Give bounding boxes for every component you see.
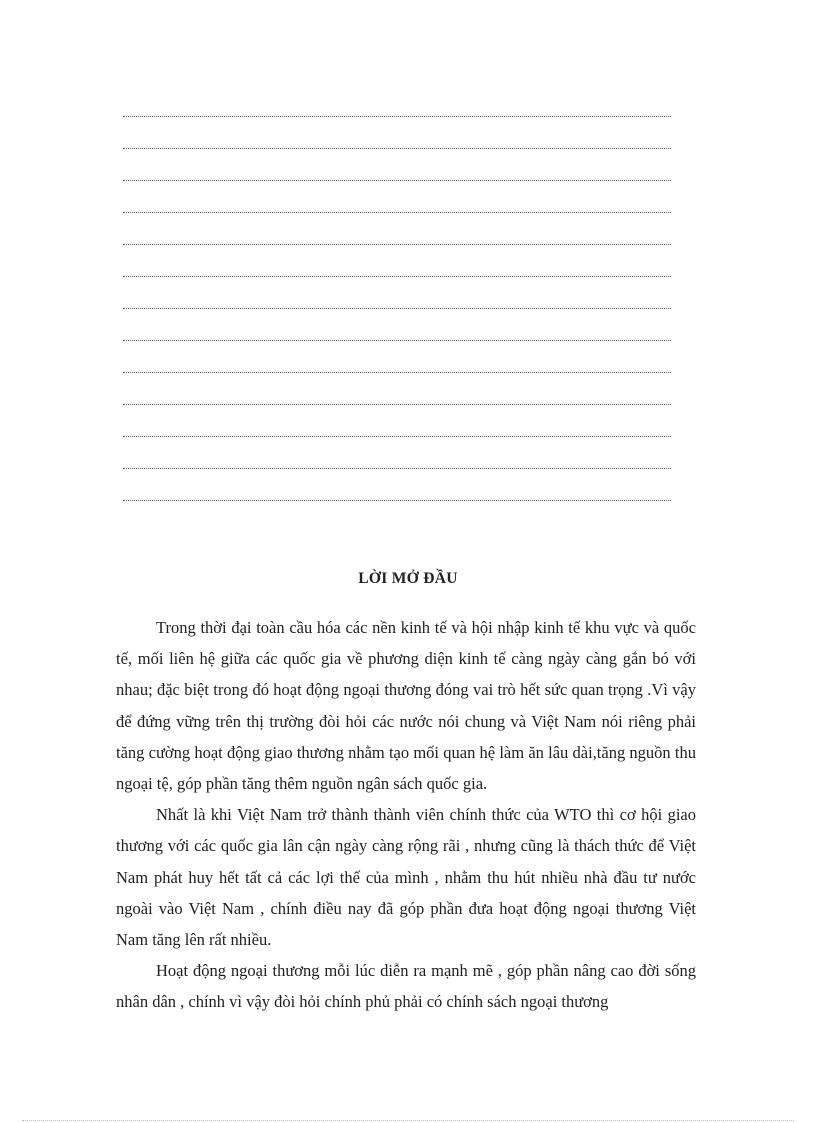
dotted-line-block	[123, 108, 671, 524]
paragraph-2: Nhất là khi Việt Nam trở thành thành viên chính thức của WTO thì cơ hội giao thương với các quốc gia lân cận ngày càng rộng rãi , nhưng cũng là thách thức để Việt Nam phát huy hết tất cả các lợi thế của mình , nhằm thu hút nhiều nhà đầu tư nước ngoài vào Việt Nam , chính điều nay đã góp phần đưa hoạt động ngoại thương Việt Nam tăng lên rất nhiều.	[116, 805, 696, 950]
section-heading: LỜI MỞ ĐẦU	[358, 570, 458, 587]
dotted-line	[123, 428, 671, 460]
dotted-line	[123, 140, 671, 172]
dotted-line	[123, 332, 671, 364]
body-text	[116, 612, 696, 1018]
dotted-line	[123, 236, 671, 268]
paragraph-3: Hoạt động ngoại thương mỗi lúc diễn ra mạnh mẽ , góp phần nâng cao đời sống nhân dân , chính vì vậy đòi hỏi chính phủ phải có chính sách ngoại thương	[116, 961, 696, 1012]
dotted-line	[123, 492, 671, 524]
dotted-line	[123, 204, 671, 236]
dotted-line	[123, 364, 671, 396]
dotted-line	[123, 108, 671, 140]
dotted-line	[123, 172, 671, 204]
page-bottom-rule	[22, 1120, 794, 1121]
dotted-line	[123, 396, 671, 428]
dotted-line	[123, 460, 671, 492]
dotted-line	[123, 300, 671, 332]
paragraph-1: Trong thời đại toàn cầu hóa các nền kinh tế và hội nhập kinh tế khu vực và quốc tế, mối liên hệ giữa các quốc gia về phương diện kinh tế càng ngày càng gắn bó với nhau; đặc biệt trong đó hoạt động ngoại thương đóng vai trò hết sức quan trọng .Vì vậy để đứng vững trên thị trường đòi hỏi các nước nói chung và Việt Nam nói riêng phải tăng cường hoạt động giao thương nhằm tạo mối quan hệ làm ăn lâu dài,tăng nguồn thu ngoại tệ, góp phần tăng thêm nguồn ngân sách quốc gia.	[116, 618, 696, 794]
dotted-line	[123, 268, 671, 300]
